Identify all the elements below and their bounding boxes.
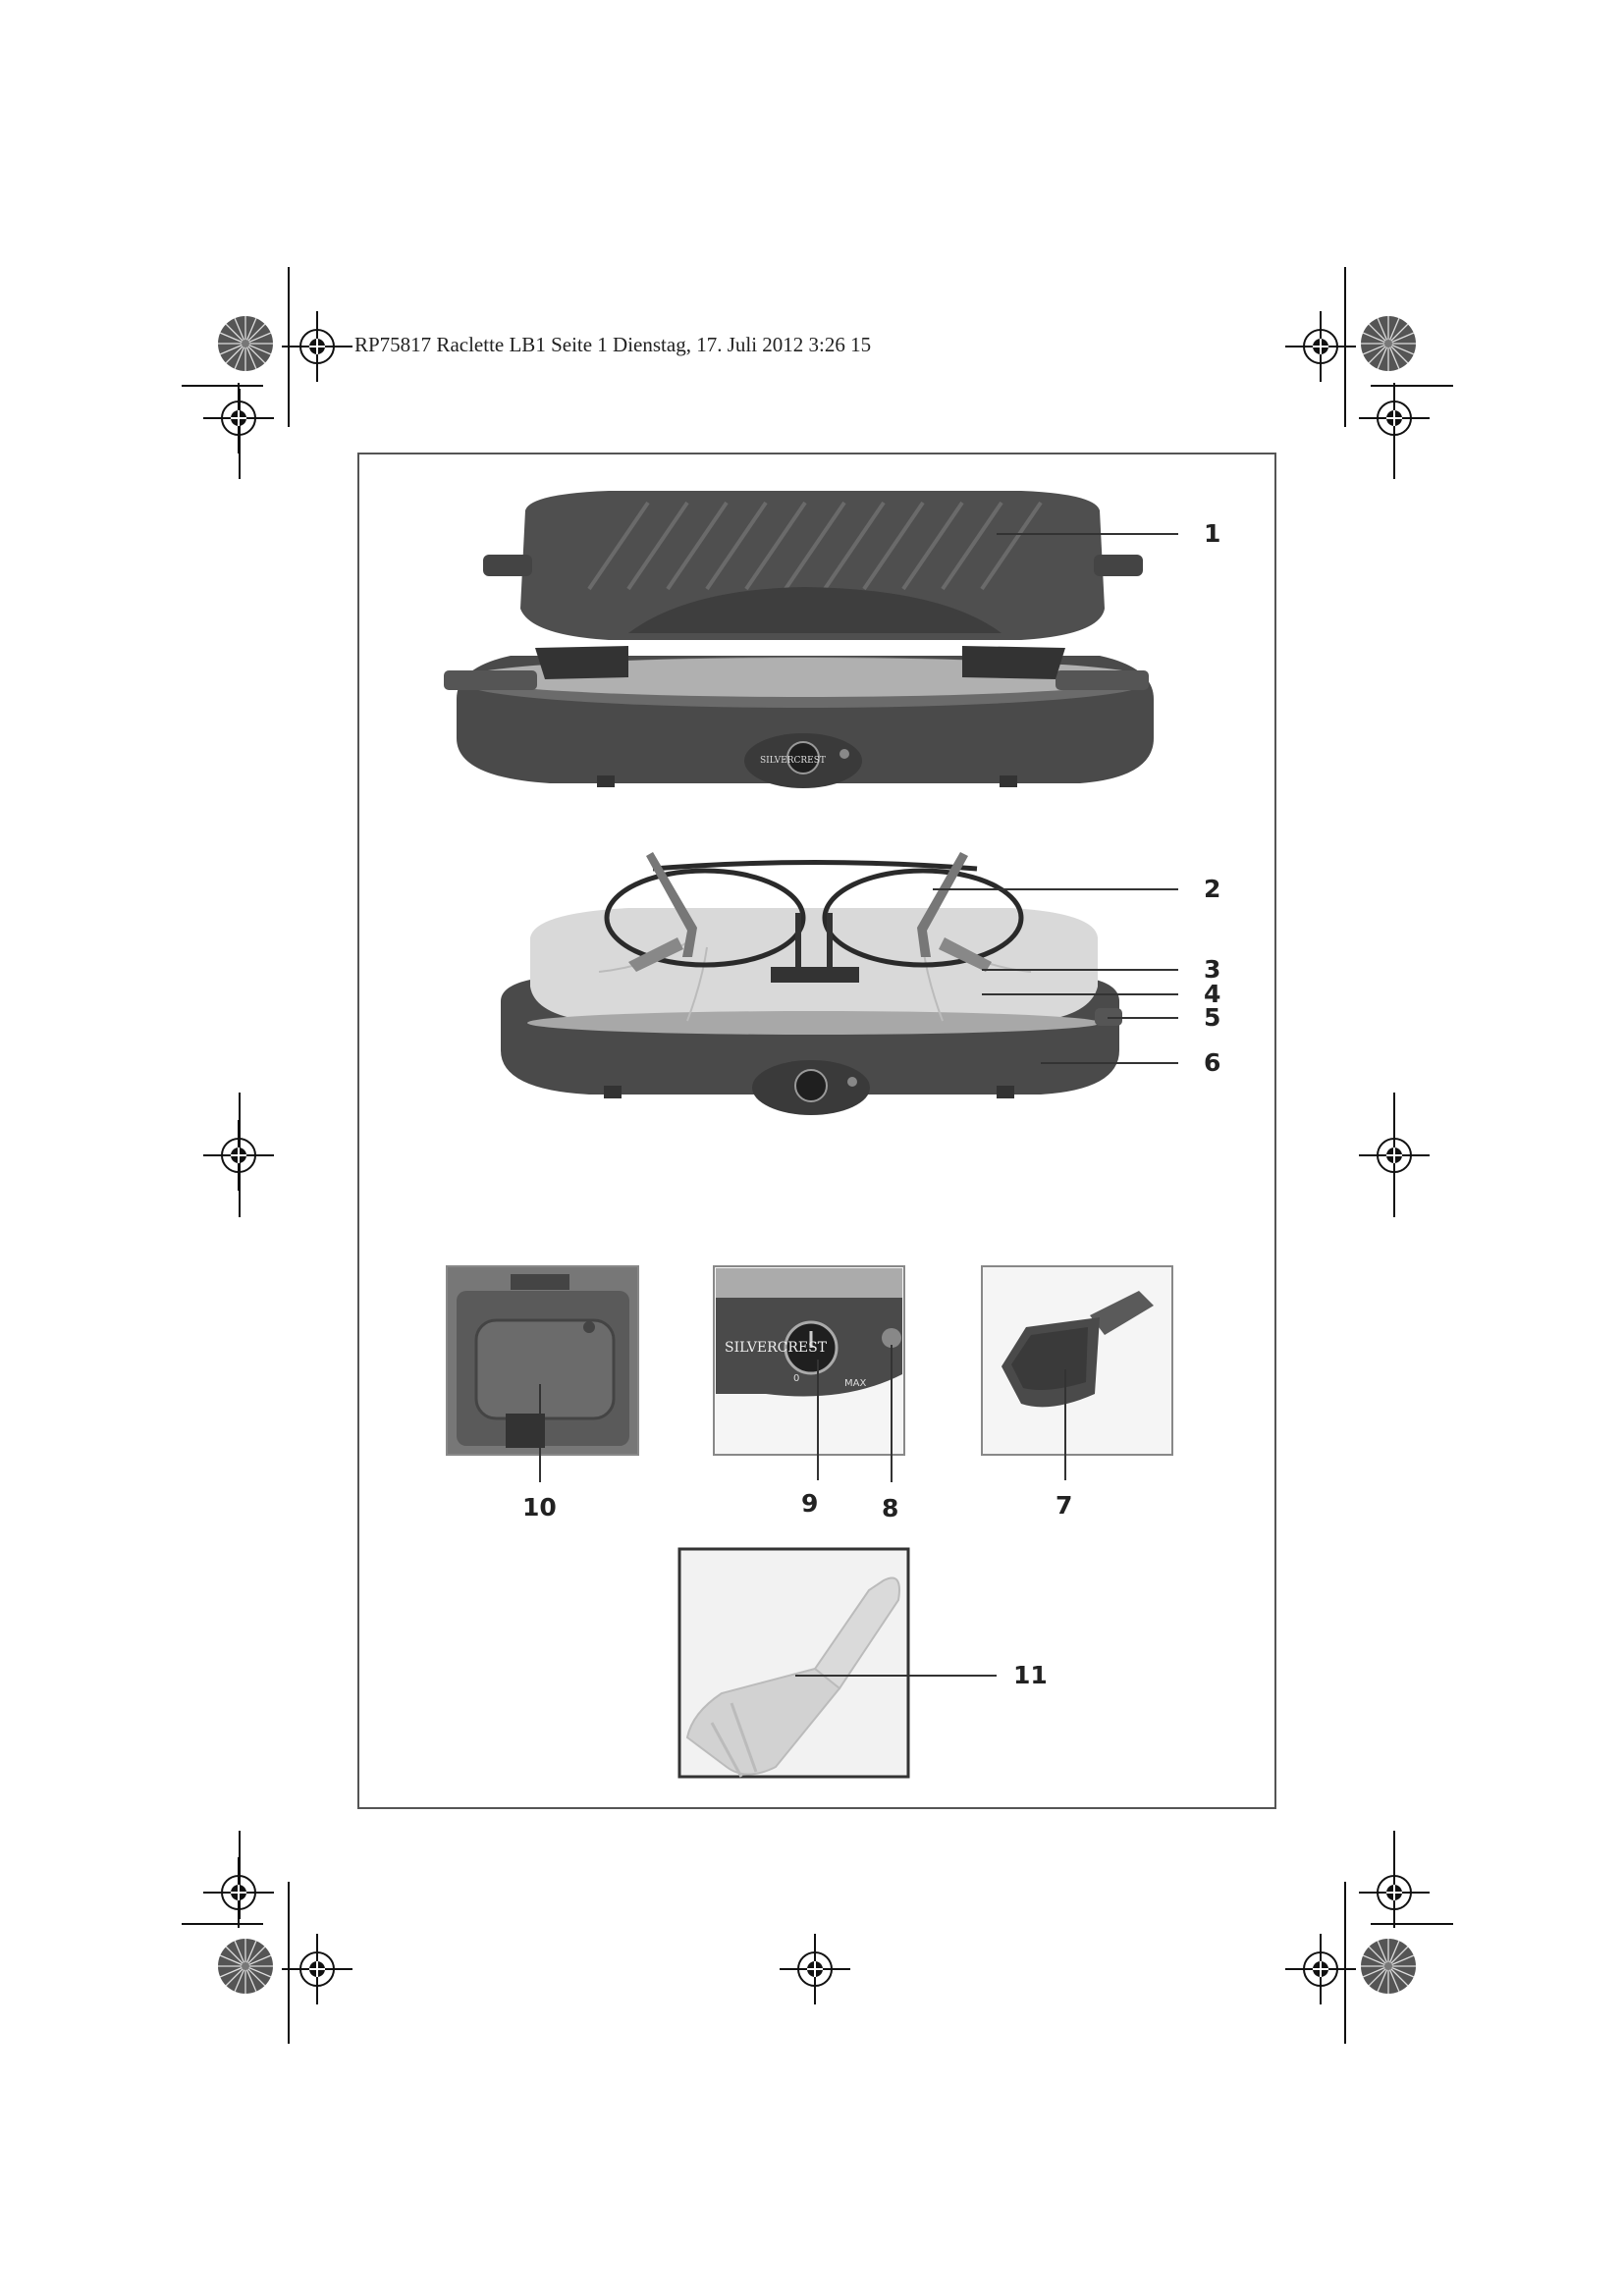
brand-logo-text: SILVERCREST	[760, 756, 826, 766]
raclette-grill-illustration	[444, 491, 1154, 788]
print-slug: RP75817 Raclette LB1 Seite 1 Dienstag, 17. Juli 2012 3:26 15	[354, 333, 872, 356]
control-detail	[714, 1266, 904, 1455]
dial-max-label: MAX	[844, 1378, 867, 1389]
dial-min-label: 0	[793, 1373, 800, 1384]
raclette-fondue-illustration	[501, 852, 1122, 1115]
underside-detail	[447, 1266, 638, 1455]
callout-8: 8	[882, 1494, 899, 1522]
callout-4: 4	[1204, 980, 1221, 1008]
callout-7: 7	[1056, 1491, 1073, 1520]
brand-logo-text-detail: SILVERCREST	[725, 1340, 828, 1356]
callout-6: 6	[1204, 1048, 1221, 1077]
spatula-detail	[679, 1549, 908, 1777]
raclette-pan-detail	[982, 1266, 1172, 1455]
callout-11: 11	[1013, 1661, 1048, 1689]
callout-1: 1	[1204, 519, 1221, 548]
callout-9: 9	[801, 1489, 819, 1518]
callout-3: 3	[1204, 955, 1221, 984]
callout-10: 10	[522, 1493, 557, 1522]
callout-5: 5	[1204, 1003, 1221, 1032]
callout-2: 2	[1204, 875, 1221, 903]
